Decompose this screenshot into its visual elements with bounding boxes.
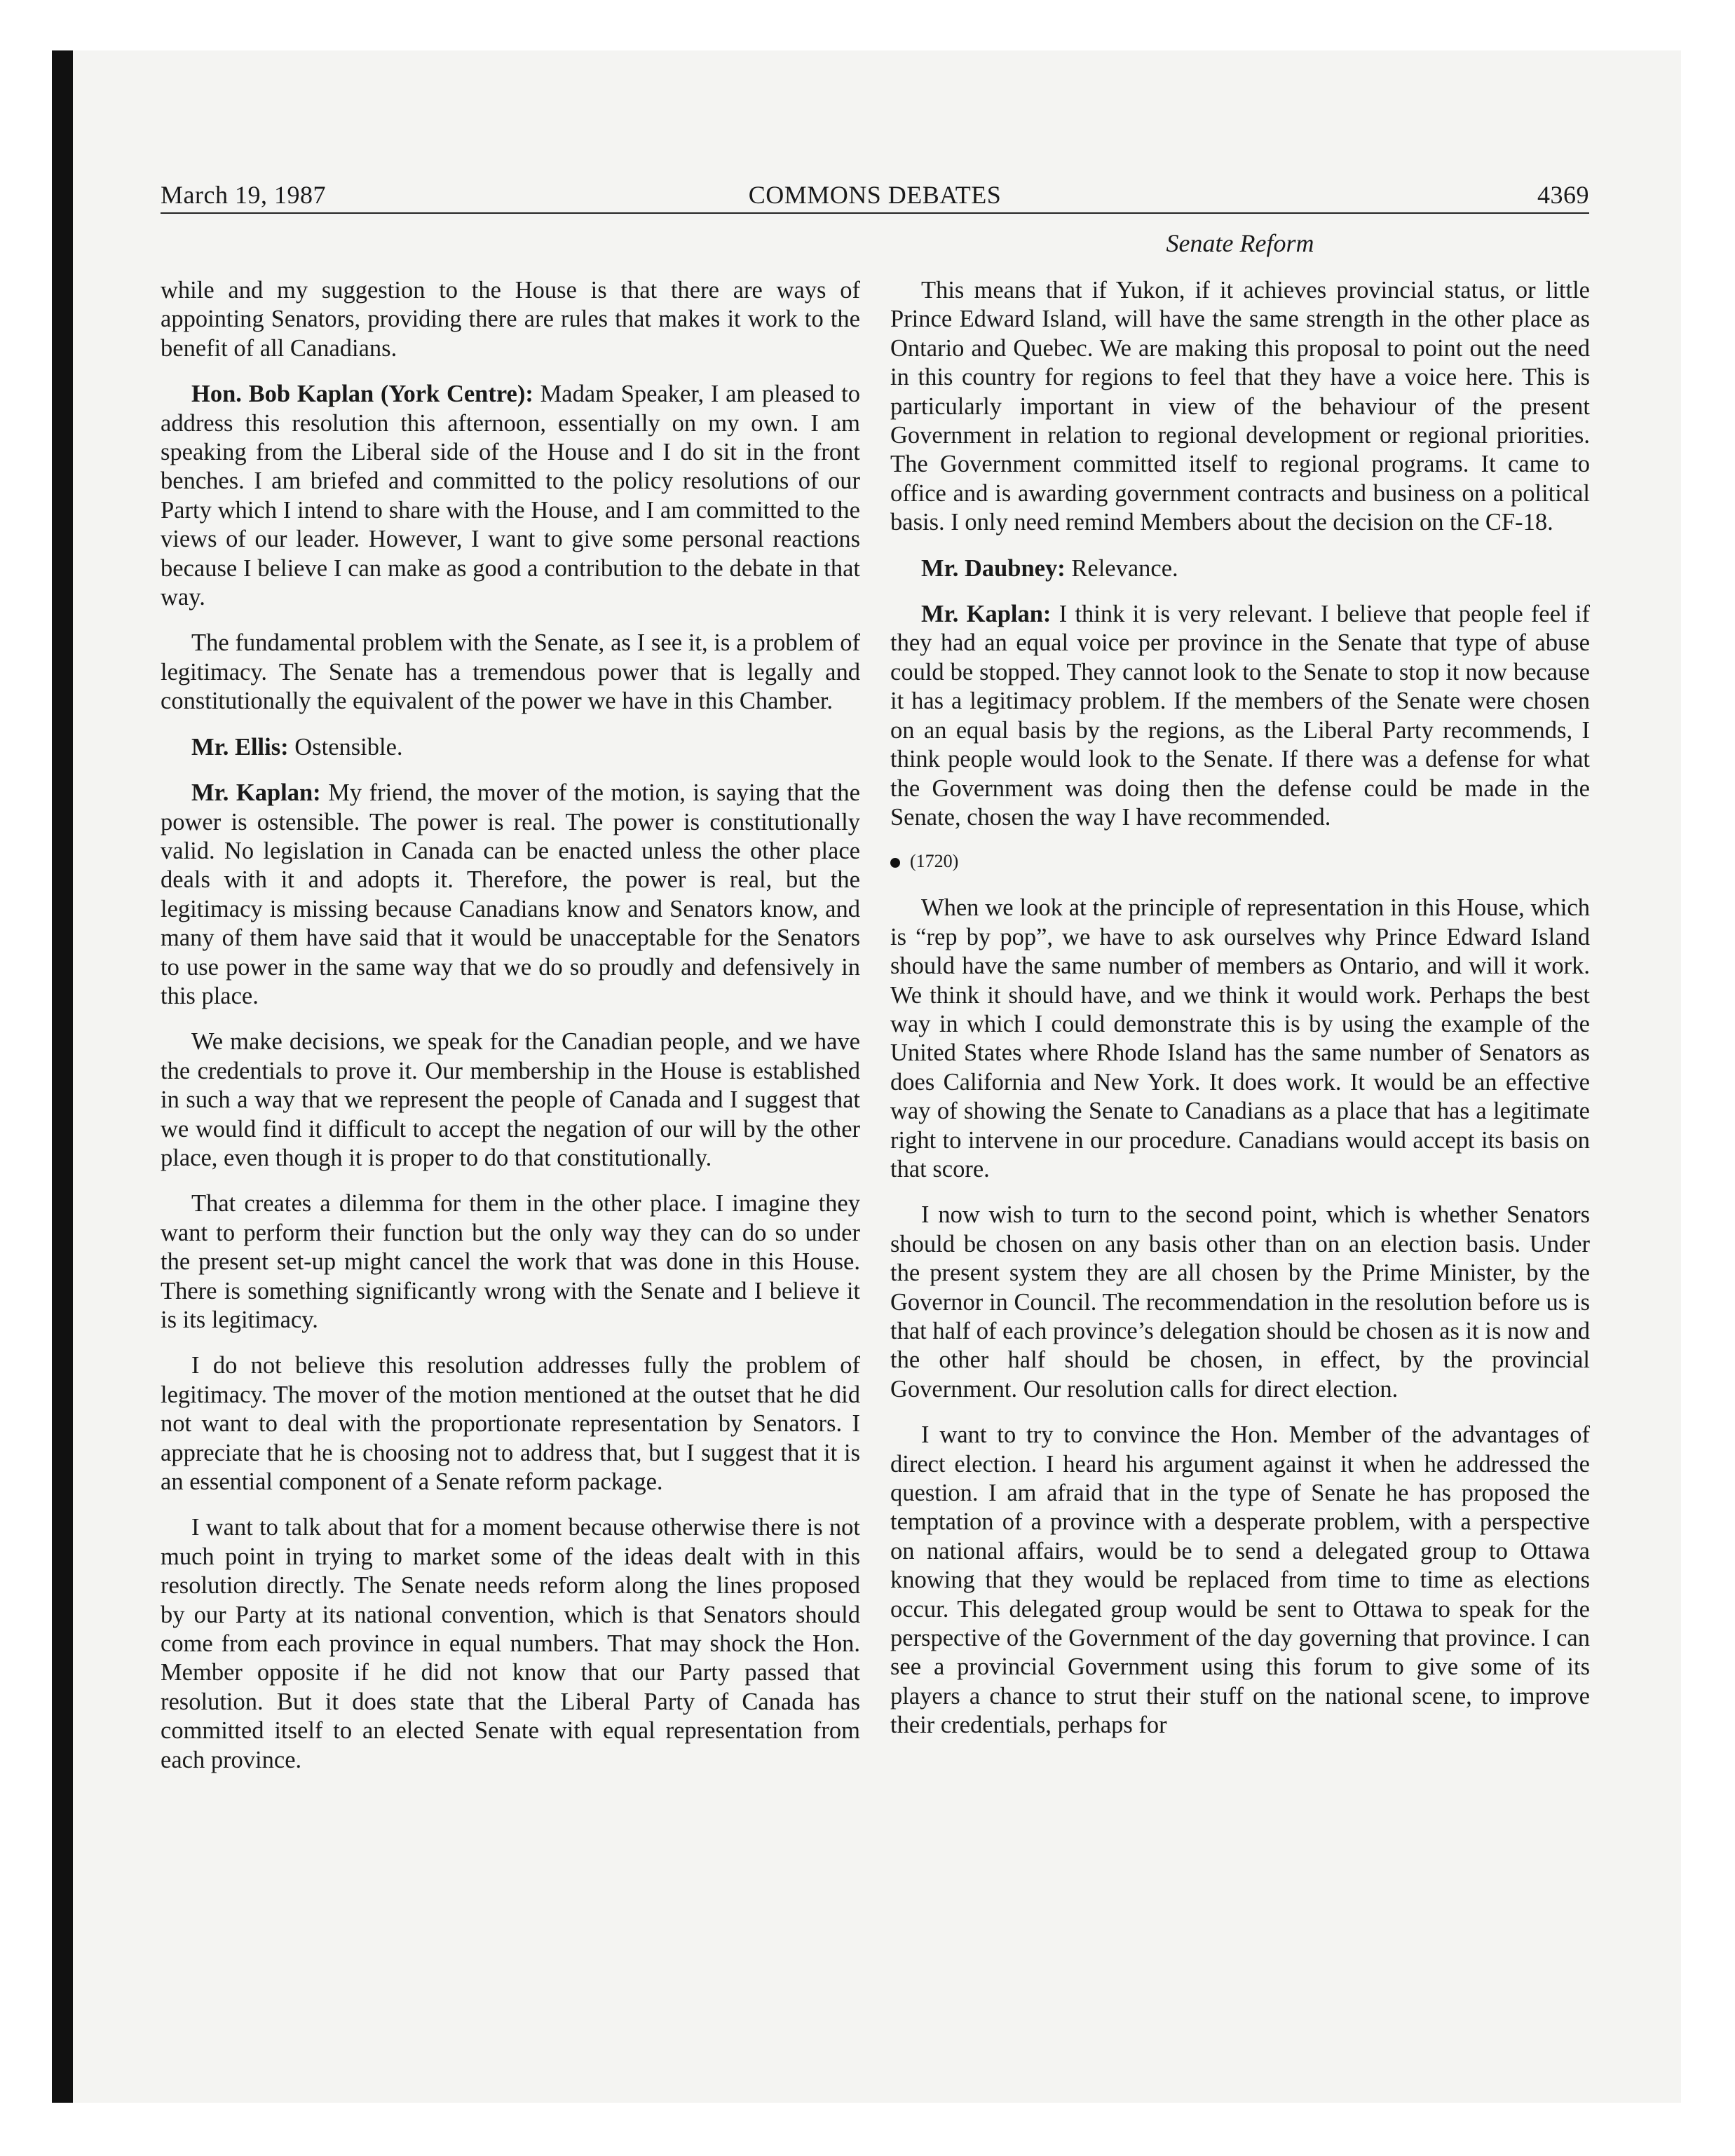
time-marker [890, 849, 1590, 874]
header-date: March 19, 1987 [161, 181, 326, 209]
scan-edge-bar [52, 50, 73, 2103]
paragraph: Mr. Kaplan: I think it is very relevant. I believe that people feel if they had an equal voice per province in the Senate that type of abuse could be stopped. They cannot look to the Senate to stop it now because it has a legitimacy problem. If the members of the Senate were chosen on an equal basis by the regions, as the Liberal Party recommends, I think people would look to the Senate. If there was a defense for what the Government was doing then the defense could be made in the Senate, chosen the way I have recommended. [890, 601, 1591, 831]
paragraph: That creates a dilemma for them in the other place. I imagine they want to perform their function but the only way they can do so under the present set-up might cancel the work that was done in this House. There is something significantly wrong with the Senate and I believe it is its legitimacy. [161, 1190, 860, 1333]
speaker-name: Mr. Kaplan: [191, 779, 321, 807]
paragraph: Hon. Bob Kaplan (York Centre): Madam Speaker, I am pleased to address this resolution this afternoon, essentially on my own. I am speaking from the Liberal side of the House and I do sit in the front benches. I am briefed and committed to the policy resolutions of our Party which I intend to share with the House, and I am committed to the views of our leader. However, I want to give some personal reactions because I believe I can make as good a contribution to the debate in that way. [161, 381, 860, 611]
header-publication: COMMONS DEBATES [748, 181, 1002, 209]
speaker-name: Mr. Kaplan: [921, 601, 1052, 628]
paragraph: I want to try to convince the Hon. Member of the advantages of direct election. I heard his argument against it when he addressed the question. I am afraid that in the type of Senate he has proposed the temptation of a province with a desperate problem, with a perspective on national affairs, would be to send a delegated group to Ottawa knowing that they would be replaced from time to time as elections occur. This delegated group would be sent to Ottawa to speak for the perspective of the Government of the day governing that province. I can see a provincial Government using this forum to give some of its players a chance to strut their stuff on the national scene, to improve their credentials, perhaps for [890, 1421, 1590, 1739]
section-title: Senate Reform [1166, 229, 1314, 257]
paragraph: Mr. Ellis: Ostensible. [191, 733, 403, 760]
speaker-name: Hon. Bob Kaplan (York Centre): [191, 381, 533, 408]
speaker-name: Mr. Ellis: [191, 733, 289, 760]
header-page-number: 4369 [1537, 181, 1589, 209]
paragraph: Mr. Kaplan: My friend, the mover of the motion, is saying that the power is ostensible. The power is real. The power is constitutionally valid. No legislation in Canada can be enacted unless the other place deals with it and adopts it. Therefore, the power is real, but the legitimacy is missing because Canadians know and Senators know, and many of them have said that it would be unacceptable for the Senators to use power in the same way that we do so proudly and defensively in this place. [161, 779, 860, 1009]
time-marker-label: (1720) [910, 851, 959, 872]
paragraph: The fundamental problem with the Senate, as I see it, is a problem of legitimacy. The Senate has a tremendous power that is legally and constitutionally the equivalent of the power we have in this Chamber. [161, 629, 860, 715]
paragraph: I do not believe this resolution addresses fully the problem of legitimacy. The mover of the motion mentioned at the outset that he did not want to deal with the proportionate representation by Senators. I appreciate that he is choosing not to address that, but I suggest that it is an essential component of a Senate reform package. [161, 1352, 860, 1496]
running-header [161, 177, 1589, 214]
paragraph: while and my suggestion to the House is that there are ways of appointing Senators, providing there are rules that makes it work to the benefit of all Canadians. [161, 277, 860, 362]
paragraph: This means that if Yukon, if it achieves provincial status, or little Prince Edward Island, will have the same strength in the other place as Ontario and Quebec. We are making this proposal to point out the need in this country for regions to feel that they have a voice here. This is particularly important in view of the behaviour of the present Government in relation to regional development or regional priorities. The Government committed itself to regional programs. It came to office and is awarding government contracts and business on a political basis. I only need remind Members about the decision on the CF-18. [890, 277, 1590, 536]
right-column [890, 276, 1590, 1757]
bullet-icon [890, 858, 900, 868]
paragraph: When we look at the principle of representation in this House, which is “rep by pop”, we have to ask ourselves why Prince Edward Island should have the same number of members as Ontario, and will it work. We think it should have, and we think it would work. Perhaps the best way in which I could demonstrate this is by using the example of the United States where Rhode Island has the same number of Senators as does California and New York. It does work. It would be an effective way of showing the Senate to Canadians as a place that has a legitimate right to intervene in our procedure. Canadians would accept its basis on that score. [890, 894, 1590, 1182]
paragraph: Mr. Daubney: Relevance. [921, 554, 1178, 582]
left-column [161, 276, 860, 1792]
paragraph: I want to talk about that for a moment because otherwise there is not much point in trying to market some of the ideas dealt with in this resolution directly. The Senate needs reform along the lines proposed by our Party at its national convention, which is that Senators should come from each province in equal numbers. That may shock the Hon. Member opposite if he did not know that our Party passed that resolution. But it does state that the Liberal Party of Canada has committed itself to an elected Senate with equal representation from each province. [161, 1514, 860, 1773]
paragraph: I now wish to turn to the second point, which is whether Senators should be chosen on any basis other than on an election basis. Under the present system they are all chosen by the Prime Minister, by the Governor in Council. The recommendation in the resolution before us is that half of each province’s delegation should be chosen as it is now and the other half should be chosen, in effect, by the provincial Government. Our resolution calls for direct election. [890, 1201, 1590, 1403]
speaker-name: Mr. Daubney: [921, 554, 1066, 582]
paragraph: We make decisions, we speak for the Canadian people, and we have the credentials to prove it. Our membership in the House is established in such a way that we represent the people of Canada and I suggest that we would find it difficult to accept the negation of our will by the other place, even though it is proper to do that constitutionally. [161, 1028, 860, 1171]
